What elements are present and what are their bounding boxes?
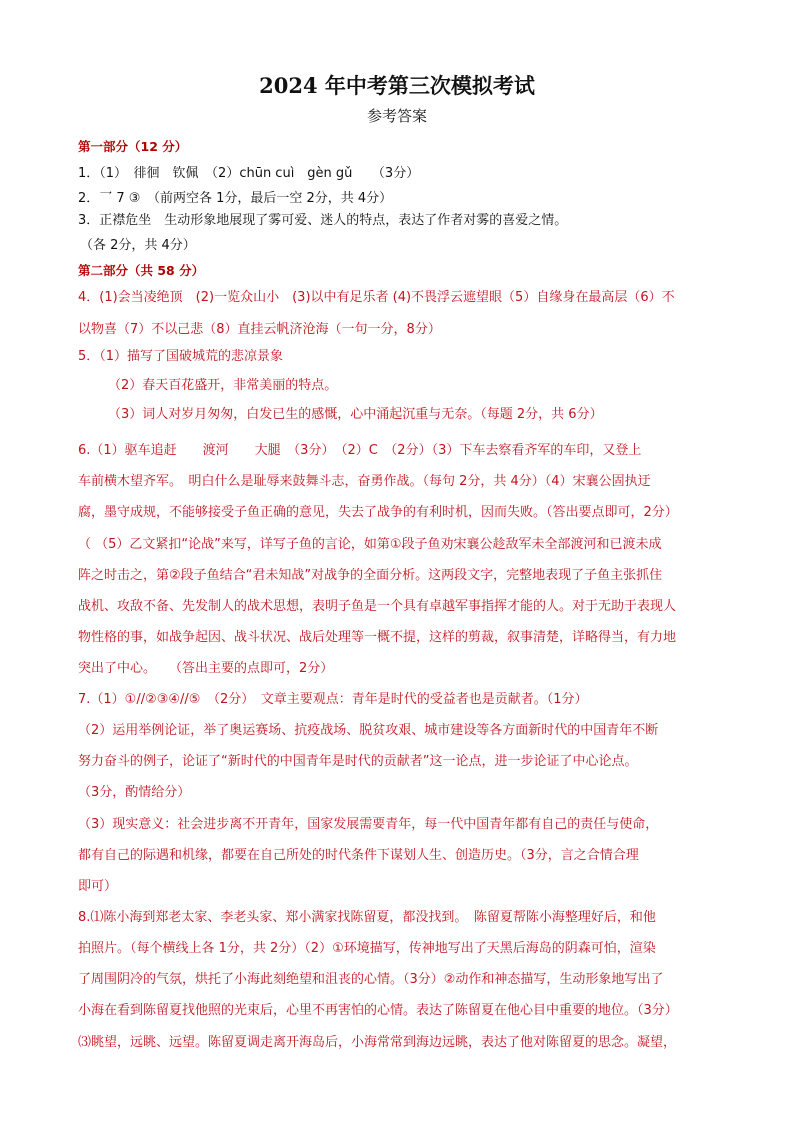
answer-line: 车前横木望齐军。 明白什么是耻辱来鼓舞斗志，奋勇作战。（每句 2分，共 4分）（4）宋襄公固执迂: [78, 474, 651, 489]
answer-line: 小海在看到陈留夏找他照的光束后，心里不再害怕的心情。表达了陈留夏在他心目中重要的地位。（3分）: [78, 1003, 678, 1018]
section-heading-part-1: 第一部分（12 分）: [78, 139, 188, 154]
answer-line: （ （5）乙文紧扣“论战”来写，详写子鱼的言论，如第①段子鱼劝宋襄公趁敌军未全部渡河和已渡未成: [78, 537, 662, 552]
answer-line: （2）运用举例论证，举了奥运赛场、抗疫战场、脱贫攻艰、城市建设等各方面新时代的中国青年不断: [78, 723, 659, 738]
answer-line: 2．乛 7 ③ （前两空各 1分，最后一空 2分，共 4分）: [78, 191, 393, 206]
answer-line: 都有自己的际遇和机缘，都要在自己所处的时代条件下谋划人生、创造历史。（3分，言之合情合理: [78, 848, 639, 863]
answer-line: 1．（1） 徘徊 钦佩 （2）chūn cuì gèn gǔ （3分）: [78, 166, 420, 181]
document-subtitle: 参考答案: [366, 107, 427, 125]
answer-line: 4．(1)会当凌绝顶 (2)一览众山小 (3)以中有足乐者 (4)不畏浮云遮望眼（5）自缘身在最高层（6）不: [78, 290, 675, 305]
answer-line: 7.（1）①//②③④//⑤ （2分） 文章主要观点：青年是时代的受益者也是贡献者。（1分）: [78, 692, 588, 707]
answer-line: （3）现实意义：社会进步离不开青年，国家发展需要青年，每一代中国青年都有自己的责任与使命，: [78, 817, 659, 832]
answer-line: 阵之时击之，第②段子鱼结合“君未知战”对战争的全面分析。这两段文字，完整地表现了子鱼主张抓住: [78, 568, 663, 583]
answer-line: 物性格的事，如战争起因、战斗状况、战后处理等一概不提，这样的剪裁，叙事清楚，详略得当，有力地: [78, 630, 677, 645]
answer-line: 5．（1）描写了国破城荒的悲凉景象: [78, 349, 284, 364]
answer-line: 努力奋斗的例子，论证了“新时代的中国青年是时代的贡献者”这一论点，进一步论证了中心论点。: [78, 754, 638, 769]
answer-line: 6.（1）驱车追赶 渡河 大腿 （3分） （2）C （2分）（3）下车去察看齐军的车印，又登上: [78, 443, 642, 458]
answer-line: 8.⑴陈小海到郑老太家、李老头家、郑小满家找陈留夏，都没找到。 陈留夏帮陈小海整理好后，和他: [78, 910, 656, 925]
answer-line: 拍照片。（每个横线上各 1分，共 2分）（2）①环境描写，传神地写出了天黑后海岛的阴森可怕，渲染: [78, 941, 656, 956]
answer-line: （各 2分，共 4分）: [80, 238, 196, 253]
answer-line: （3）词人对岁月匆匆，白发已生的感慨，心中涌起沉重与无奈。（每题 2分，共 6分）: [108, 407, 603, 422]
answer-line: 腐，墨守成规，不能够接受子鱼正确的意见，失去了战争的有利时机，因而失败。（答出要点即可，2分）: [78, 505, 678, 520]
answer-line: （2）春天百花盛开，非常美丽的特点。: [108, 378, 338, 393]
answer-line: 了周围阴冷的气氛，烘托了小海此刻绝望和沮丧的心情。（3分）②动作和神态描写，生动形象地写出了: [78, 972, 664, 987]
answer-line: 以物喜（7）不以己悲（8）直挂云帆济沧海（一句一分，8分）: [78, 322, 441, 337]
answer-line: 即可）: [78, 879, 118, 894]
answer-line: （3分，酌情给分）: [78, 785, 191, 800]
section-heading-part-2: 第二部分（共 58 分）: [78, 263, 205, 278]
answer-line: 3．正襟危坐 生动形象地展现了雾可爱、迷人的特点，表达了作者对雾的喜爱之情。: [78, 213, 568, 228]
answer-line: ⑶眺望，远眺、远望。陈留夏调走离开海岛后，小海常常到海边远眺，表达了他对陈留夏的思念。凝望，: [78, 1035, 677, 1050]
answer-line: 突出了中心。 （答出主要的点即可，2分）: [78, 661, 334, 676]
document-title: 2024 年中考第三次模拟考试: [259, 73, 535, 98]
answer-line: 战机、攻敌不备、先发制人的战术思想，表明子鱼是一个具有卓越军事指挥才能的人。对于无助于表现人: [78, 599, 677, 614]
